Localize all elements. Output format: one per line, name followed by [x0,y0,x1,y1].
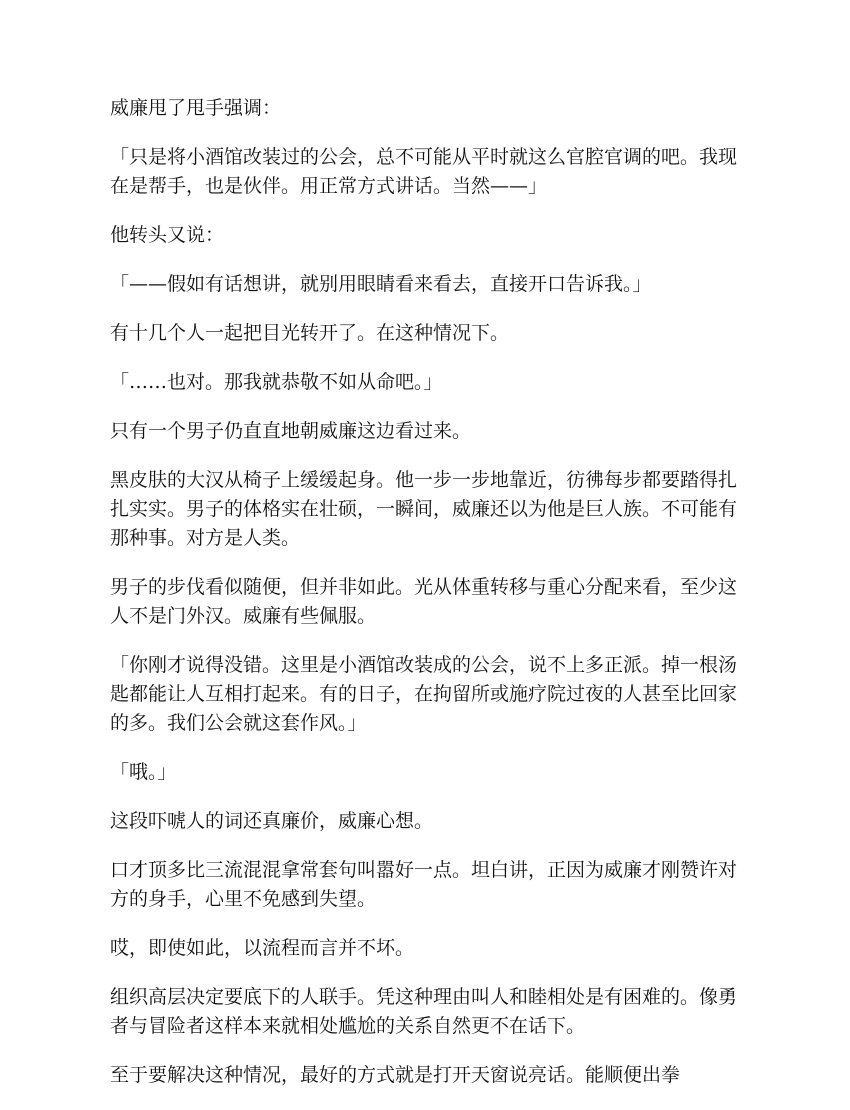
paragraph: 男子的步伐看似随便，但并非如此。光从体重转移与重心分配来看，至少这人不是门外汉。威廉有些佩服。 [110,576,738,627]
paragraph: 「只是将小酒馆改装过的公会，总不可能从平时就这么官腔官调的吧。我现在是帮手，也是伙伴。用正常方式讲话。当然——」 [110,146,738,197]
paragraph: 「……也对。那我就恭敬不如从命吧。」 [110,371,443,393]
paragraph: 黑皮肤的大汉从椅子上缓缓起身。他一步一步地靠近，彷彿每步都要踏得扎扎实实。男子的体格实在壮硕，一瞬间，威廉还以为他是巨人族。不可能有那种事。对方是人类。 [110,469,738,549]
paragraph: 口才顶多比三流混混拿常套句叫嚣好一点。坦白讲，正因为威廉才刚赞许对方的身手，心里不免感到失望。 [110,859,738,910]
document-body [110,94,750,1110]
paragraph: 组织高层决定要底下的人联手。凭这种理由叫人和睦相处是有困难的。像勇者与冒险者这样本来就相处尴尬的关系自然更不在话下。 [110,986,738,1037]
paragraph: 「——假如有话想讲，就别用眼睛看来看去，直接开口告诉我。」 [110,273,652,295]
paragraph: 只有一个男子仍直直地朝威廉这边看过来。 [110,420,472,442]
paragraph: 哎，即使如此，以流程而言并不坏。 [110,937,415,959]
paragraph: 有十几个人一起把目光转开了。在这种情况下。 [110,322,510,344]
paragraph: 至于要解决这种情况，最好的方式就是打开天窗说亮话。能顺便出拳 [110,1064,681,1086]
paragraph: 「你刚才说得没错。这里是小酒馆改装成的公会，说不上多正派。掉一根汤匙都能让人互相打起来。有的日子，在拘留所或施疗院过夜的人甚至比回家的多。我们公会就这套作风。」 [110,654,738,734]
paragraph: 这段吓唬人的词还真廉价，威廉心想。 [110,810,434,832]
paragraph: 「哦。」 [110,761,177,783]
paragraph: 威廉甩了甩手强调： [110,97,282,119]
paragraph: 他转头又说： [110,224,225,246]
